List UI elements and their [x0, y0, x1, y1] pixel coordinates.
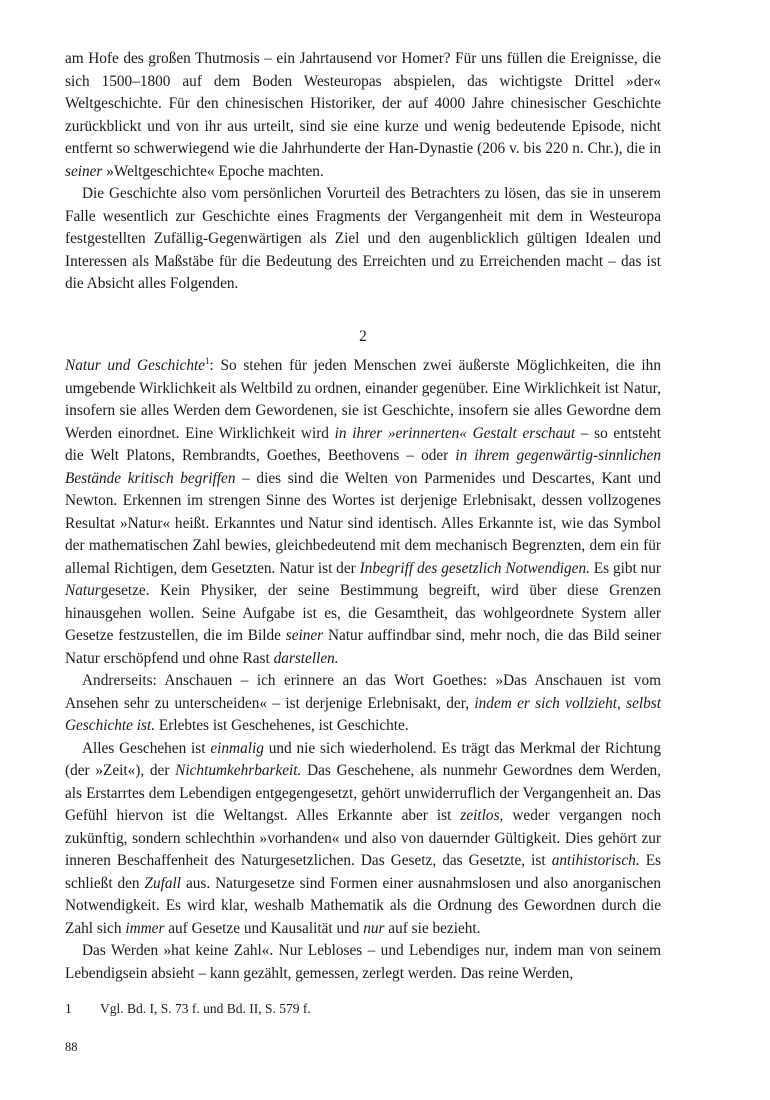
paragraph-natur-lead: Natur und Geschichte	[65, 357, 206, 374]
emphasis-run: darstellen.	[273, 649, 339, 667]
emphasis-run: Zufall	[144, 874, 182, 892]
emphasis-run: nur	[363, 919, 385, 937]
body-text	[65, 48, 661, 985]
emphasis-run: Inbegriff des gesetzlich Notwendigen.	[359, 559, 590, 577]
emphasis-run: Nichtumkehrbarkeit.	[175, 762, 302, 779]
text-run: und nie sich wiederholend. Es trägt das Merkmal der Richtung (der »Zeit«), der	[65, 739, 661, 779]
emphasis-run: antihistorisch.	[551, 852, 640, 869]
page-number: 88	[65, 1040, 78, 1054]
paragraph-werden: Das Werden »hat keine Zahl«. Nur Lebloses – und Lebendiges nur, indem man von seinem Lebendigsein absieht – kann gezählt, gemessen, zerlegt werden. Das reine Werden,	[65, 942, 661, 982]
text-run: aus. Naturgesetze sind Formen einer ausnahmslosen und also anorganischen Notwendigkeit. Es wird klar, weshalb Mathematik als die Ordnung des Gewordnen durch die Zahl sich	[65, 874, 661, 937]
text-run: Natur auffindbar sind, mehr noch, die das Bild seiner Natur erschöpfend und ohne Rast	[65, 627, 661, 667]
text-run: auf Gesetze und Kausalität und	[164, 919, 364, 937]
footnote	[65, 999, 661, 1019]
footnote-number: 1	[65, 1001, 72, 1016]
emphasis-run: seiner	[65, 162, 103, 180]
text-run: »Weltgeschichte« Epoche machten.	[102, 162, 324, 180]
emphasis-run: immer	[125, 919, 165, 937]
emphasis-run: indem er sich vollzieht, selbst Geschichte ist.	[65, 694, 662, 734]
text-run: weder vergangen noch zukünftig, sondern schlechthin »vorhanden« und also von dauernder Gültigkeit. Dies gehört zur inneren Beschaffenheit des Naturgesetzlichen. Das Gesetz, das Gesetzte, ist	[65, 807, 661, 869]
text-run: Andrerseits: Anschauen – ich erinnere an das Wort Goethes: »Das Anschauen ist vom Ansehen sehr zu unterscheiden« – ist derjenige Erlebnisakt, der,	[65, 672, 661, 712]
paragraph-continued	[65, 48, 661, 183]
text-run: am Hofe des großen Thutmosis – ein Jahrtausend vor Homer? Für uns füllen die Ereignisse, die sich 1500–1800 auf dem Boden Westeuropas abspielen, das wichtigste Drittel »der« Weltgeschichte. Für den chinesischen Historiker, der auf 4000 Jahre chinesischer Geschichte zurückblickt und von ihr aus urteilt, sind sie eine kurze und wenig bedeutende Episode, nicht entfernt so schwerwiegend wie die Jahrhunderte der Han-Dynastie (206 v. bis 220 n. Chr.), die in	[65, 50, 661, 157]
emphasis-run: in ihrem gegenwärtig-sinnlichen Bestände kritisch begriffen	[65, 447, 661, 487]
text-run: Es gibt nur	[589, 559, 661, 577]
emphasis-run: in ihrer »erinnerten« Gestalt erschaut	[334, 424, 576, 442]
text-run: Das Geschehene, als nunmehr Gewordnes dem Werden, als Erstarrtes dem Lebendigen entgegengesetzt, gehört unwiderruflich der Vergangenheit an. Das Gefühl hiervon ist die Weltangst. Alles Erkannte aber ist	[65, 762, 661, 824]
text-run: – so entsteht die Welt Platons, Rembrandts, Goethes, Beethovens – oder	[65, 424, 662, 464]
text-run: Erlebtes ist Geschehenes, ist Geschichte.	[155, 717, 409, 734]
emphasis-run: Natur	[65, 582, 101, 599]
footnote-marker[interactable]: 1	[205, 355, 210, 366]
paragraph-natur	[65, 355, 661, 670]
text-run: Alles Geschehen ist	[82, 739, 211, 757]
text-run: gesetze. Kein Physiker, der seine Bestimmung begreift, wird über diese Grenzen hinausgehen wollen. Seine Aufgabe ist es, die Gesamtheit, das wohlgeordnete System aller Gesetze festzustellen, die im Bilde	[65, 582, 661, 644]
paragraph-geschehen	[65, 738, 661, 941]
section-number: 2	[359, 327, 367, 345]
text-run: Es schließt den	[65, 852, 662, 892]
text-run: : So stehen für jeden Menschen zwei äußerste Möglichkeiten, die ihn umgebende Wirklichkeit als Weltbild zu ordnen, einander gegenüber. Eine Wirklichkeit ist Natur, insofern sie alles Werden dem Gewordenen, sie ist Geschichte, insofern sie alles Gewordne dem Werden einordnet. Eine Wirklichkeit wird	[65, 357, 661, 442]
text-run: auf sie bezieht.	[384, 919, 481, 937]
emphasis-run: seiner	[285, 627, 324, 644]
emphasis-run: einmalig	[210, 739, 264, 757]
footnote-text: Vgl. Bd. I, S. 73 f. und Bd. II, S. 579 f.	[100, 1001, 311, 1016]
emphasis-run: zeitlos,	[460, 807, 504, 824]
text-run: – dies sind die Welten von Parmenides und Descartes, Kant und Newton. Erkennen im strengen Sinne des Wortes ist derjenige Erlebnisakt, dessen vollzogenes Resultat »Natur« heißt. Erkanntes und Natur sind identisch. Alles Erkannte ist, wie das Symbol der mathematischen Zahl bewies, gleichbedeutend mit dem mechanisch Begrenzten, dem ein für allemal Richtigen, dem Gesetzten. Natur ist der	[65, 469, 661, 577]
paragraph-aim: Die Geschichte also vom persönlichen Vorurteil des Betrachters zu lösen, das sie in unserem Falle wesentlich zur Geschichte eines Fragments der Vergangenheit mit dem in Westeuropa festgestellten Zufällig-Gegenwärtigen als Ziel und den augenblicklich gültigen Idealen und Interessen als Maßstäbe für die Bedeutung des Erreichten und zu Erreichenden macht – das ist die Absicht alles Folgenden.	[65, 185, 661, 292]
paragraph-natur-body	[65, 357, 661, 667]
paragraph-anschauen	[65, 670, 661, 738]
